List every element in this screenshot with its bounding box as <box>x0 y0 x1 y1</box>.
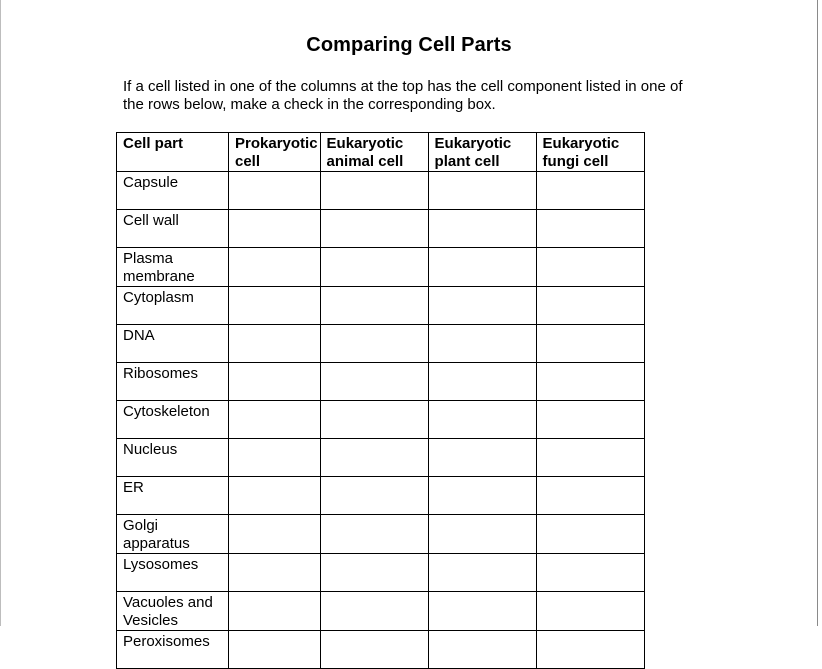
row-label: Plasma membrane <box>117 248 229 287</box>
check-box-animal[interactable] <box>320 515 428 554</box>
check-box-animal[interactable] <box>320 631 428 669</box>
check-box-animal[interactable] <box>320 554 428 592</box>
row-label: DNA <box>117 325 229 363</box>
check-box-animal[interactable] <box>320 172 428 210</box>
check-box-fungi[interactable] <box>536 325 644 363</box>
check-box-prokaryotic[interactable] <box>229 172 321 210</box>
check-box-fungi[interactable] <box>536 554 644 592</box>
check-box-animal[interactable] <box>320 210 428 248</box>
row-label: Nucleus <box>117 439 229 477</box>
check-box-animal[interactable] <box>320 248 428 287</box>
check-box-plant[interactable] <box>428 401 536 439</box>
check-box-prokaryotic[interactable] <box>229 631 321 669</box>
check-box-plant[interactable] <box>428 477 536 515</box>
row-label: Capsule <box>117 172 229 210</box>
header-cell-part: Cell part <box>117 133 229 172</box>
check-box-plant[interactable] <box>428 325 536 363</box>
check-box-plant[interactable] <box>428 592 536 631</box>
row-label: Lysosomes <box>117 554 229 592</box>
table-row <box>117 592 645 631</box>
table-row <box>117 325 645 363</box>
check-box-plant[interactable] <box>428 554 536 592</box>
check-box-prokaryotic[interactable] <box>229 477 321 515</box>
header-prokaryotic-cell: Prokaryotic cell <box>229 133 321 172</box>
check-box-fungi[interactable] <box>536 248 644 287</box>
check-box-prokaryotic[interactable] <box>229 592 321 631</box>
row-label: Cytoplasm <box>117 287 229 325</box>
check-box-plant[interactable] <box>428 287 536 325</box>
check-box-fungi[interactable] <box>536 172 644 210</box>
check-box-prokaryotic[interactable] <box>229 248 321 287</box>
check-box-animal[interactable] <box>320 287 428 325</box>
header-eukaryotic-animal-cell: Eukaryotic animal cell <box>320 133 428 172</box>
check-box-prokaryotic[interactable] <box>229 210 321 248</box>
check-box-animal[interactable] <box>320 401 428 439</box>
check-box-plant[interactable] <box>428 363 536 401</box>
check-box-fungi[interactable] <box>536 515 644 554</box>
check-box-prokaryotic[interactable] <box>229 325 321 363</box>
check-box-fungi[interactable] <box>536 477 644 515</box>
check-box-animal[interactable] <box>320 477 428 515</box>
row-label: Cell wall <box>117 210 229 248</box>
check-box-plant[interactable] <box>428 515 536 554</box>
check-box-fungi[interactable] <box>536 439 644 477</box>
table-row <box>117 439 645 477</box>
row-label: Golgi apparatus <box>117 515 229 554</box>
check-box-prokaryotic[interactable] <box>229 439 321 477</box>
table-row <box>117 172 645 210</box>
table-row <box>117 210 645 248</box>
table-header-row <box>117 133 645 172</box>
check-box-fungi[interactable] <box>536 631 644 669</box>
check-box-prokaryotic[interactable] <box>229 401 321 439</box>
row-label: Cytoskeleton <box>117 401 229 439</box>
check-box-prokaryotic[interactable] <box>229 515 321 554</box>
check-box-animal[interactable] <box>320 363 428 401</box>
check-box-plant[interactable] <box>428 172 536 210</box>
check-box-plant[interactable] <box>428 631 536 669</box>
check-box-prokaryotic[interactable] <box>229 363 321 401</box>
check-box-animal[interactable] <box>320 439 428 477</box>
table-row <box>117 477 645 515</box>
table-row <box>117 554 645 592</box>
check-box-fungi[interactable] <box>536 363 644 401</box>
instructions-paragraph: If a cell listed in one of the columns at the top has the cell component listed in one of the rows below, make a check in the corresponding box. <box>123 78 683 113</box>
check-box-plant[interactable] <box>428 439 536 477</box>
check-box-fungi[interactable] <box>536 592 644 631</box>
table-row <box>117 248 645 287</box>
check-box-animal[interactable] <box>320 592 428 631</box>
table-row <box>117 363 645 401</box>
check-box-animal[interactable] <box>320 325 428 363</box>
row-label: Peroxisomes <box>117 631 229 669</box>
table-row <box>117 287 645 325</box>
check-box-plant[interactable] <box>428 248 536 287</box>
header-eukaryotic-plant-cell: Eukaryotic plant cell <box>428 133 536 172</box>
check-box-prokaryotic[interactable] <box>229 554 321 592</box>
check-box-fungi[interactable] <box>536 210 644 248</box>
header-eukaryotic-fungi-cell: Eukaryotic fungi cell <box>536 133 644 172</box>
check-box-fungi[interactable] <box>536 287 644 325</box>
table-row <box>117 631 645 669</box>
check-box-plant[interactable] <box>428 210 536 248</box>
row-label: Vacuoles and Vesicles <box>117 592 229 631</box>
table-row <box>117 401 645 439</box>
check-box-prokaryotic[interactable] <box>229 287 321 325</box>
check-box-fungi[interactable] <box>536 401 644 439</box>
row-label: ER <box>117 477 229 515</box>
cell-parts-table <box>116 132 645 669</box>
row-label: Ribosomes <box>117 363 229 401</box>
table-row <box>117 515 645 554</box>
page-title: Comparing Cell Parts <box>306 34 512 56</box>
